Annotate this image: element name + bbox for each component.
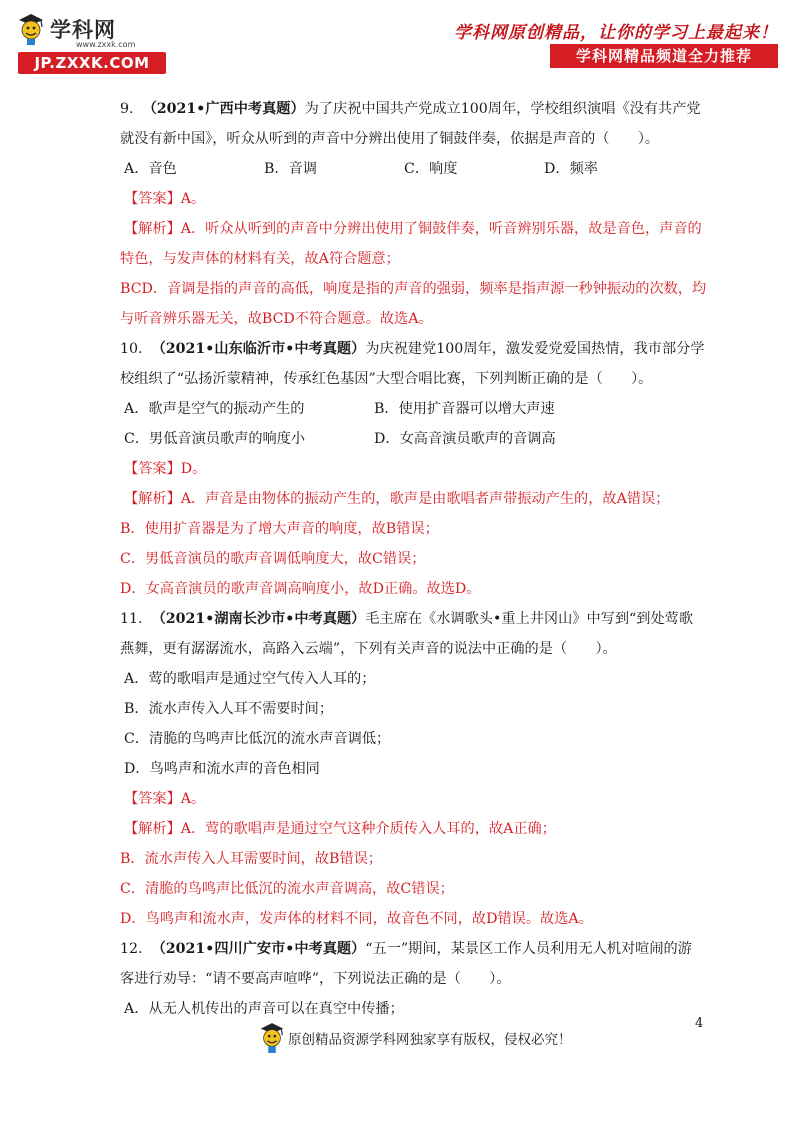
stem-text: 校组织了“弘扬沂蒙精神，传承红色基因”大型合唱比赛，下列判断正确的是（ ）。 [120,371,653,387]
question-number: 11. [120,611,143,627]
analysis-line: D．女高音演员的歌声音调高响度小，故D正确。故选D。 [120,581,481,597]
option-c: C．男低音演员歌声的响度小 [124,431,306,447]
answer-line: 【答案】A。 [124,191,206,207]
zxxk-logo[interactable] [14,12,164,72]
stem-text: “五一”期间，某景区工作人员利用无人机对喧闹的游 [365,941,692,957]
analysis-line: B．使用扩音器是为了增大声音的响度，故B错误； [120,521,439,537]
options-row [120,424,700,454]
question-stem [120,934,700,964]
question-stem [120,334,705,364]
option-d: D．女高音演员歌声的音调高 [374,431,556,447]
question-stem [120,94,700,124]
question-stem [120,604,700,634]
question-10 [120,334,705,604]
analysis-line: BCD．音调是指的声音的高低，响度是指的声音的强弱，频率是指声源一秒钟振动的次数，均 [120,281,707,297]
answer-line: 【答案】D。 [124,461,207,477]
question-12 [120,934,700,1024]
options-row [120,154,700,184]
option-a: A．音色 [124,161,177,177]
analysis-line: C．清脆的鸟鸣声比低沉的流水声音调高，故C错误； [120,881,454,897]
question-number: 10. [120,341,143,357]
document-body [120,94,707,1024]
stem-text: 就没有新中国》，听众从听到的声音中分辨出使用了铜鼓伴奏，依据是声音的（ ）。 [120,131,660,147]
page-header [0,0,800,80]
analysis-line: 【解析】A．莺的歌唱声是通过空气这种介质传入人耳的，故A正确； [124,821,556,837]
page-number: 4 [695,1016,704,1031]
analysis-line: 特色，与发声体的材料有关，故A符合题意； [120,251,400,267]
answer-line: 【答案】A。 [124,791,206,807]
option-a: A．莺的歌唱声是通过空气传入人耳的； [124,671,376,687]
option-d: D．频率 [544,161,598,177]
question-11 [120,604,700,934]
option-c: C．清脆的鸟鸣声比低沉的流水声音调低； [124,731,391,747]
question-source: （2021•湖南长沙市•中考真题） [151,611,366,627]
question-source: （2021•山东临沂市•中考真题） [151,341,366,357]
logo-chinese-name: 学科网 [50,18,116,42]
option-d: D．鸟鸣声和流水声的音色相同 [124,761,320,777]
stem-text: 为了庆祝中国共产党成立100周年，学校组织演唱《没有共产党 [304,101,701,117]
option-a: A．歌声是空气的振动产生的 [124,401,305,417]
analysis-line: B．流水声传入人耳需要时间，故B错误； [120,851,383,867]
header-banner: 学科网精品频道全力推荐 [550,44,778,68]
option-b: B．使用扩音器可以增大声速 [374,401,555,417]
analysis-line: C．男低音演员的歌声音调低响度大，故C错误； [120,551,426,567]
mascot-icon [16,12,46,46]
analysis-line: 与听音辨乐器无关，故BCD不符合题意。故选A。 [120,311,433,327]
analysis-line: 【解析】A．听众从听到的声音中分辨出使用了铜鼓伴奏，听音辨别乐器，故是音色，声音的 [124,221,702,237]
analysis-line: 【解析】A．声音是由物体的振动产生的，歌声是由歌唱者声带振动产生的，故A错误； [124,491,670,507]
logo-small-url: www.zxxk.com [76,40,136,49]
stem-text: 毛主席在《水调歌头•重上井冈山》中写到“到处莺歌 [365,611,694,627]
stem-text: 燕舞，更有潺潺流水，高路入云端”，下列有关声音的说法中正确的是（ ）。 [120,641,617,657]
question-9 [120,94,707,334]
question-source: （2021•广西中考真题） [142,101,305,117]
stem-text: 客进行劝导：“请不要高声喧哗”，下列说法正确的是（ ）。 [120,971,511,987]
logo-url-bar[interactable]: JP.ZXXK.COM [18,52,166,74]
option-b: B．音调 [264,161,317,177]
options-row [120,394,700,424]
question-number: 12. [120,941,143,957]
header-slogan: 学科网原创精品，让你的学习上最起来！ [454,23,778,43]
question-number: 9. [120,101,134,117]
copyright-notice: 原创精品资源学科网独家享有版权，侵权必究！ [288,1032,572,1048]
mascot-icon [258,1020,286,1056]
option-c: C．响度 [404,161,458,177]
analysis-line: D．鸟鸣声和流水声，发声体的材料不同，故音色不同，故D错误。故选A。 [120,911,593,927]
question-source: （2021•四川广安市•中考真题） [151,941,366,957]
stem-text: 为庆祝建党100周年，激发爱党爱国热情，我市部分学 [365,341,705,357]
option-b: B．流水声传入人耳不需要时间； [124,701,334,717]
option-a: A．从无人机传出的声音可以在真空中传播； [124,1001,404,1017]
